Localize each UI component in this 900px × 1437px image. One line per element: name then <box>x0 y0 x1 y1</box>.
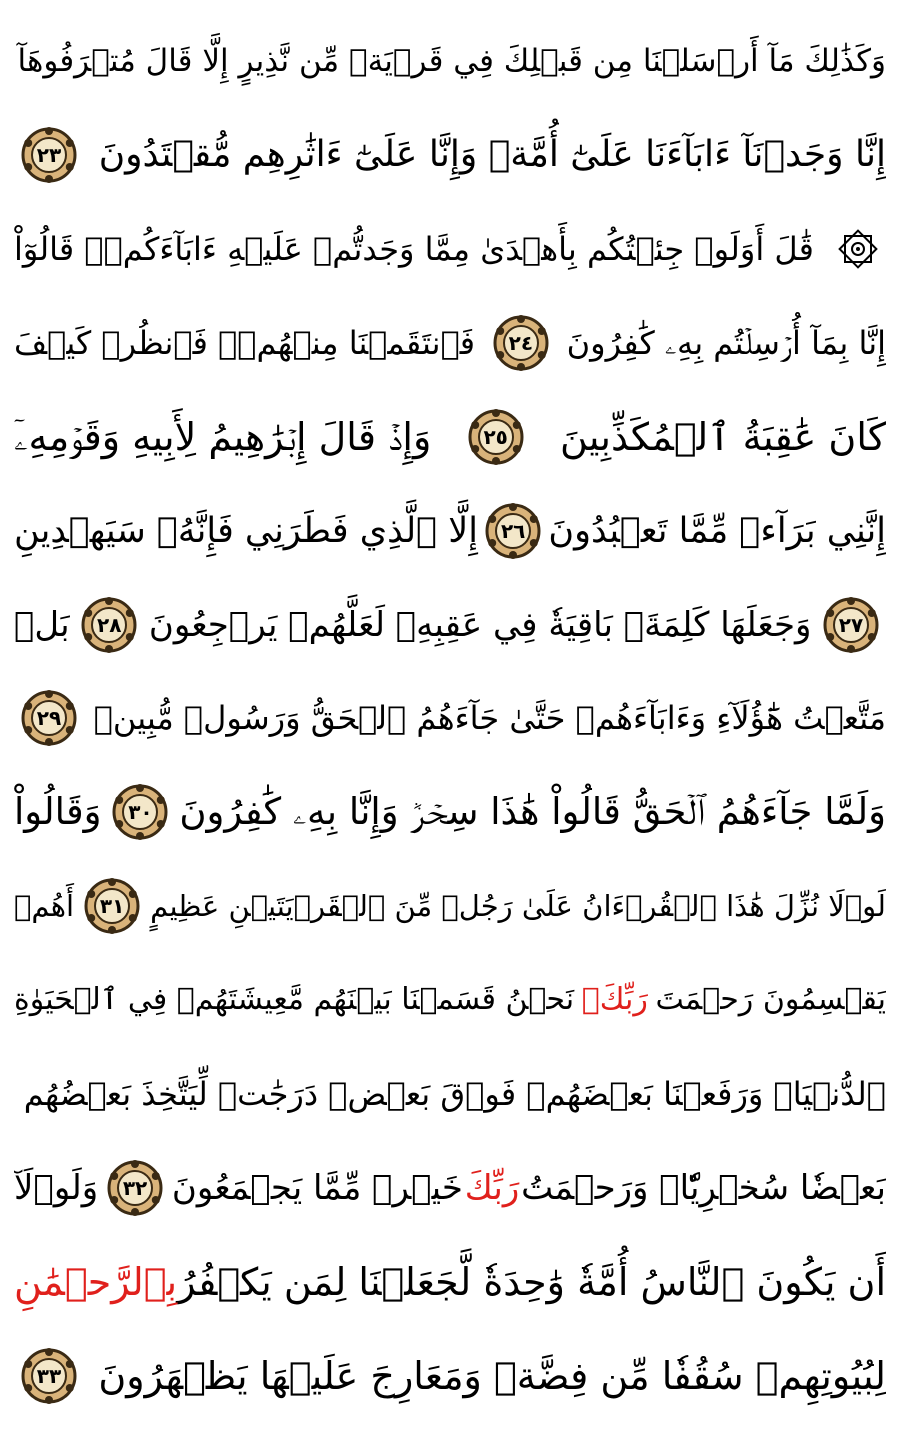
ayah-number: ٢٩ <box>36 706 62 731</box>
verse-text: مَتَّعۡتُ هَٰٓؤُلَآءِ وَءَابَآءَهُمۡ حَتَّىٰ جَآءَهُمُ ٱلۡحَقُّ وَرَسُولٞ مُّبِينٞ <box>93 699 886 738</box>
verse-line <box>14 112 886 198</box>
verse-text: إِنَّا بِمَآ أُرۡسِلۡتُم بِهِۦ كَٰفِرُونَ <box>566 323 886 362</box>
verse-line <box>14 769 886 855</box>
verse-text: ٱلدُّنۡيَاۚ وَرَفَعۡنَا بَعۡضَهُمۡ فَوۡقَ بَعۡضٖ دَرَجَٰتٖ لِّيَتَّخِذَ بَعۡضُهُم <box>23 1075 886 1114</box>
verse-text: قَٰلَ أَوَلَوۡ جِئۡتُكُم بِأَهۡدَىٰ مِمَّا وَجَدتُّمۡ عَلَيۡهِ ءَابَآءَكُمۡۖ قَالُوٓاْ <box>14 229 814 268</box>
verse-line <box>14 1333 886 1419</box>
verse-text: لِبُيُوتِهِمۡ سُقُفٗا مِّن فِضَّةٖ وَمَعَارِجَ عَلَيۡهَا يَظۡهَرُونَ <box>98 1353 886 1398</box>
ayah-number: ٣٠ <box>128 800 153 825</box>
verse-text: وَقَالُواْ <box>14 790 102 834</box>
verse-line <box>14 18 886 104</box>
verse-text: وَلَمَّا جَآءَهُمُ ٱلۡحَقُّ قَالُواْ هَٰذَا سِحۡرٞ وَإِنَّا بِهِۦ كَٰفِرُونَ <box>179 790 886 834</box>
divine-name-text: رَبِّكَۚ <box>581 982 648 1018</box>
verse-text: وَجَعَلَهَا كَلِمَةَۢ بَاقِيَةٗ فِي عَقِبِهِۦ لَعَلَّهُمۡ يَرۡجِعُونَ <box>148 604 812 645</box>
ayah-number: ٢٣ <box>36 142 62 167</box>
verse-text: يَقۡسِمُونَ رَحۡمَتَ <box>655 982 886 1018</box>
divine-name-text: بِٱلرَّحۡمَٰنِ <box>14 1259 178 1304</box>
ayah-number: ٣٢ <box>122 1176 148 1201</box>
verse-line <box>14 300 886 386</box>
ayah-number: ٣٣ <box>36 1363 62 1388</box>
verse-text: بَلۡ <box>14 604 70 645</box>
ayah-number: ٢٨ <box>97 612 122 637</box>
verse-text: خَيۡرٞ مِّمَّا يَجۡمَعُونَ <box>171 1168 463 1209</box>
ayah-number: ٣١ <box>99 894 125 919</box>
verse-text: كَانَ عَٰقِبَةُ ٱلۡمُكَذِّبِينَ <box>560 414 886 459</box>
ayah-end-marker <box>467 408 525 466</box>
ayah-number: ٢٧ <box>838 612 864 637</box>
verse-text: إِلَّا ٱلَّذِي فَطَرَنِي فَإِنَّهُۥ سَيَهۡدِينِ <box>14 510 478 551</box>
verse-lines <box>14 18 886 1419</box>
verse-line <box>14 394 886 480</box>
verse-line <box>14 582 886 668</box>
ayah-end-marker <box>822 596 880 654</box>
ayah-end-marker <box>484 502 542 560</box>
verse-text: وَإِذۡ قَالَ إِبۡرَٰهِيمُ لِأَبِيهِ وَقَوۡمِهِۦٓ <box>14 414 432 459</box>
verse-text: فَٱنتَقَمۡنَا مِنۡهُمۡۖ فَٱنظُرۡ كَيۡفَ <box>14 323 476 362</box>
ayah-number: ٢٤ <box>508 330 534 355</box>
verse-line <box>14 957 886 1043</box>
rub-el-hizb-icon <box>836 227 880 271</box>
ayah-end-marker <box>492 314 550 372</box>
ayah-end-marker <box>106 1159 164 1217</box>
ayah-end-marker <box>20 1347 78 1405</box>
ayah-end-marker <box>83 877 141 935</box>
verse-text: بَعۡضٗا سُخۡرِيّٗاۗ وَرَحۡمَتُ <box>521 1168 886 1209</box>
verse-text: وَلَوۡلَآ <box>14 1168 99 1209</box>
verse-line <box>14 1145 886 1231</box>
ayah-number: ٢٥ <box>483 424 508 449</box>
ayah-end-marker <box>80 596 138 654</box>
divine-name-text: رَبِّكَ <box>464 1168 520 1209</box>
ayah-end-marker <box>111 783 169 841</box>
verse-line <box>14 675 886 761</box>
ayah-number: ٢٦ <box>500 518 526 543</box>
ayah-end-marker <box>20 126 78 184</box>
verse-text: لَوۡلَا نُزِّلَ هَٰذَا ٱلۡقُرۡءَانُ عَلَىٰ رَجُلٖ مِّنَ ٱلۡقَرۡيَتَيۡنِ عَظِيمٍ <box>150 889 886 924</box>
verse-text: إِنَّا وَجَدۡنَآ ءَابَآءَنَا عَلَىٰٓ أُمَّةٖ وَإِنَّا عَلَىٰٓ ءَاثَٰرِهِم مُّقۡتَدُونَ <box>98 133 886 175</box>
verse-line <box>14 1239 886 1325</box>
verse-line <box>14 206 886 292</box>
verse-text: نَحۡنُ قَسَمۡنَا بَيۡنَهُم مَّعِيشَتَهُمۡ فِي ٱلۡحَيَوٰةِ <box>14 982 575 1018</box>
verse-line <box>14 863 886 949</box>
verse-text: وَكَذَٰلِكَ مَآ أَرۡسَلۡنَا مِن قَبۡلِكَ فِي قَرۡيَةٖ مِّن نَّذِيرٍ إِلَّا قَالَ مُتۡرَفُوهَآ <box>17 43 886 79</box>
verse-text: إِنَّنِي بَرَآءٞ مِّمَّا تَعۡبُدُونَ <box>548 510 886 551</box>
ayah-end-marker <box>20 689 78 747</box>
verse-text: أَن يَكُونَ ٱلنَّاسُ أُمَّةٗ وَٰحِدَةٗ لَّجَعَلۡنَا لِمَن يَكۡفُرُ <box>177 1259 886 1304</box>
verse-line <box>14 488 886 574</box>
verse-text: أَهُمۡ <box>14 889 75 924</box>
verse-line <box>14 1051 886 1137</box>
